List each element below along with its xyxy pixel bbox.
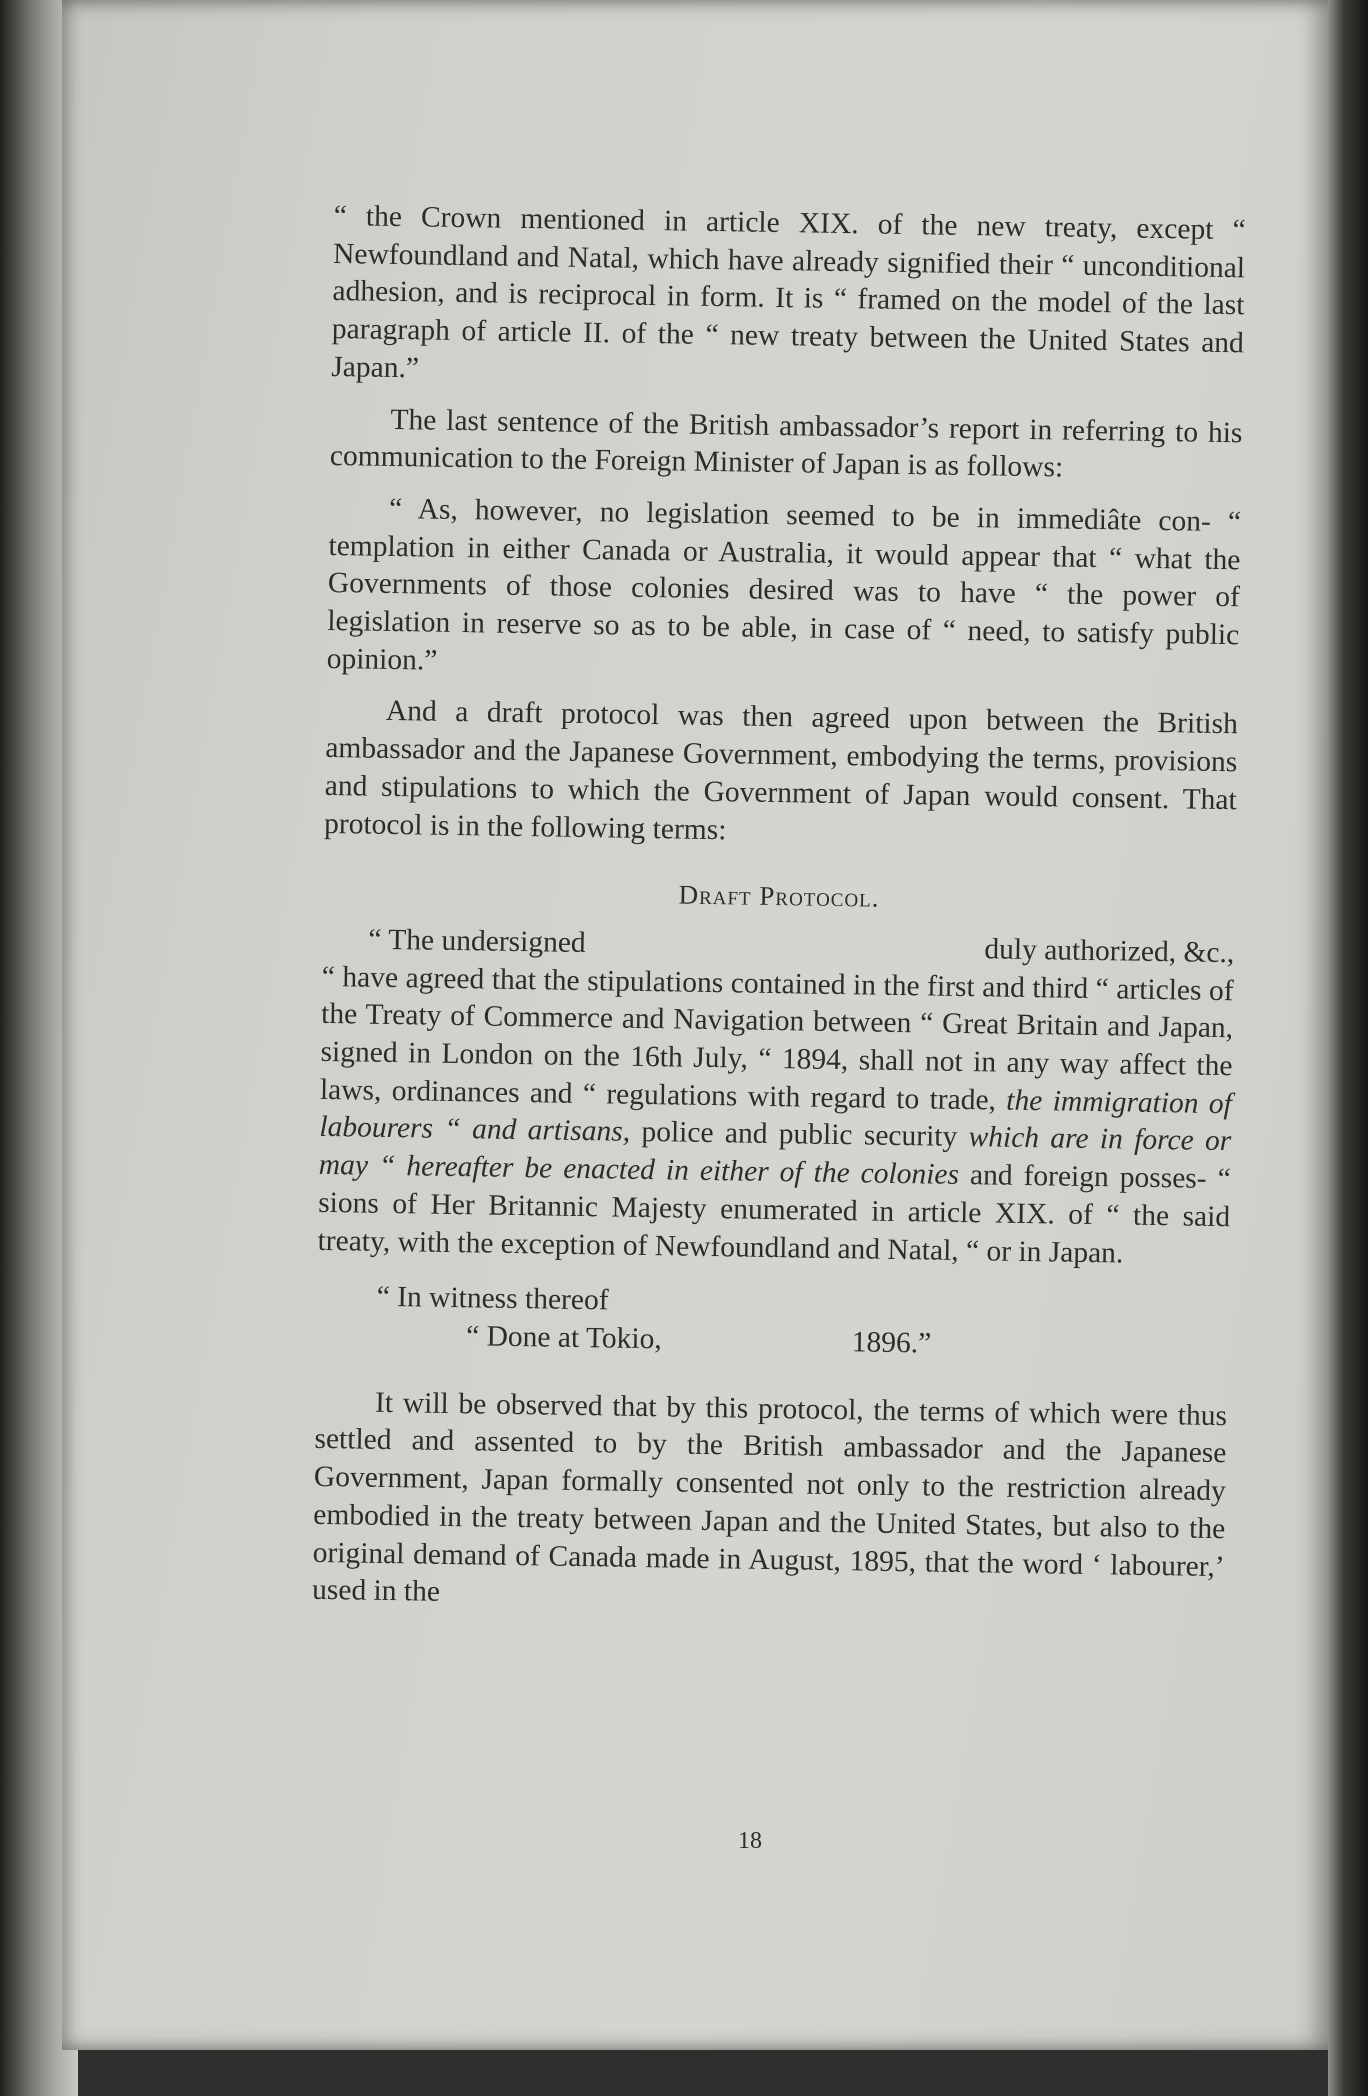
protocol-text-b: police and public security bbox=[641, 1116, 958, 1154]
protocol-opening-left: “ The undersigned bbox=[368, 923, 586, 959]
protocol-text-a: “ have agreed that the stipulations contained in the first and third “ articles of the Treaty of Commerce and Navigation between “ Great Britain and Japan, signed in London on the 16th July, “ 1894, shall not in any way affect the laws, ordinances and “ regulations with regard to trade, bbox=[319, 960, 1234, 1117]
page-stack-edge bbox=[1328, 0, 1368, 2096]
protocol-italic-1: the immigration of labourers “ and artisans, bbox=[319, 1084, 1233, 1149]
done-place: “ Done at Tokio, bbox=[465, 1320, 663, 1356]
paragraph-5: It will be observed that by this protocol, the terms of which were thus settled and assented to by the British ambassador and the Japanese Government, Japan formally consented not only to the restriction already embodied in the treaty between Japan and the United States, but also to the original demand of Canada made in August, 1895, that the word ‘ labourer,’ used in the bbox=[311, 1386, 1228, 1609]
section-heading: Draft Protocol. bbox=[678, 879, 880, 913]
witness-line: “ In witness thereof bbox=[376, 1281, 609, 1317]
body-text bbox=[312, 198, 1246, 1624]
quoted-paragraph-1: “ the Crown mentioned in article XIX. of the new treaty, except “ Newfoundland and Natal, which have already signified their “ unconditional adhesion, and is reciprocal in form. It is “ framed on the model of the last paragraph of article II. of the “ new treaty between the United States and Japan.” bbox=[331, 199, 1246, 385]
quoted-paragraph-3: “ As, however, no legislation seemed to be in immediâte con- “ templation in either Canada or Australia, it would appear that “ what the Governments of those colonies desired was to have “ the power of legislation in reserve so as to be able, in case of “ need, to satisfy public opinion.” bbox=[326, 492, 1242, 677]
protocol-body bbox=[317, 959, 1234, 1275]
paragraph-2: The last sentence of the British ambassador’s report in referring to his communication to the Foreign Minister of Japan is as follows: bbox=[329, 403, 1243, 484]
done-year: 1896.” bbox=[851, 1326, 932, 1360]
paragraph-4: And a draft protocol was then agreed upon between the British ambassador and the Japanese Government, embodying the terms, provisions and stipulations to which the Government of Japan would consent. That protocol is in the following terms: bbox=[323, 695, 1239, 846]
paper-page bbox=[62, 0, 1332, 2050]
protocol-italic-2: which are in force or may “ hereafter be enacted in either of the colonies bbox=[318, 1121, 1232, 1192]
protocol-text-c: and foreign posses- “ sions of Her Britannic Majesty enumerated in article XIX. of “ the said treaty, with the exception of Newfoundland and Natal, “ or in Japan. bbox=[317, 1159, 1231, 1270]
protocol-opening-right: duly authorized, &c., bbox=[984, 933, 1235, 970]
page-number: 18 bbox=[738, 1828, 762, 1854]
